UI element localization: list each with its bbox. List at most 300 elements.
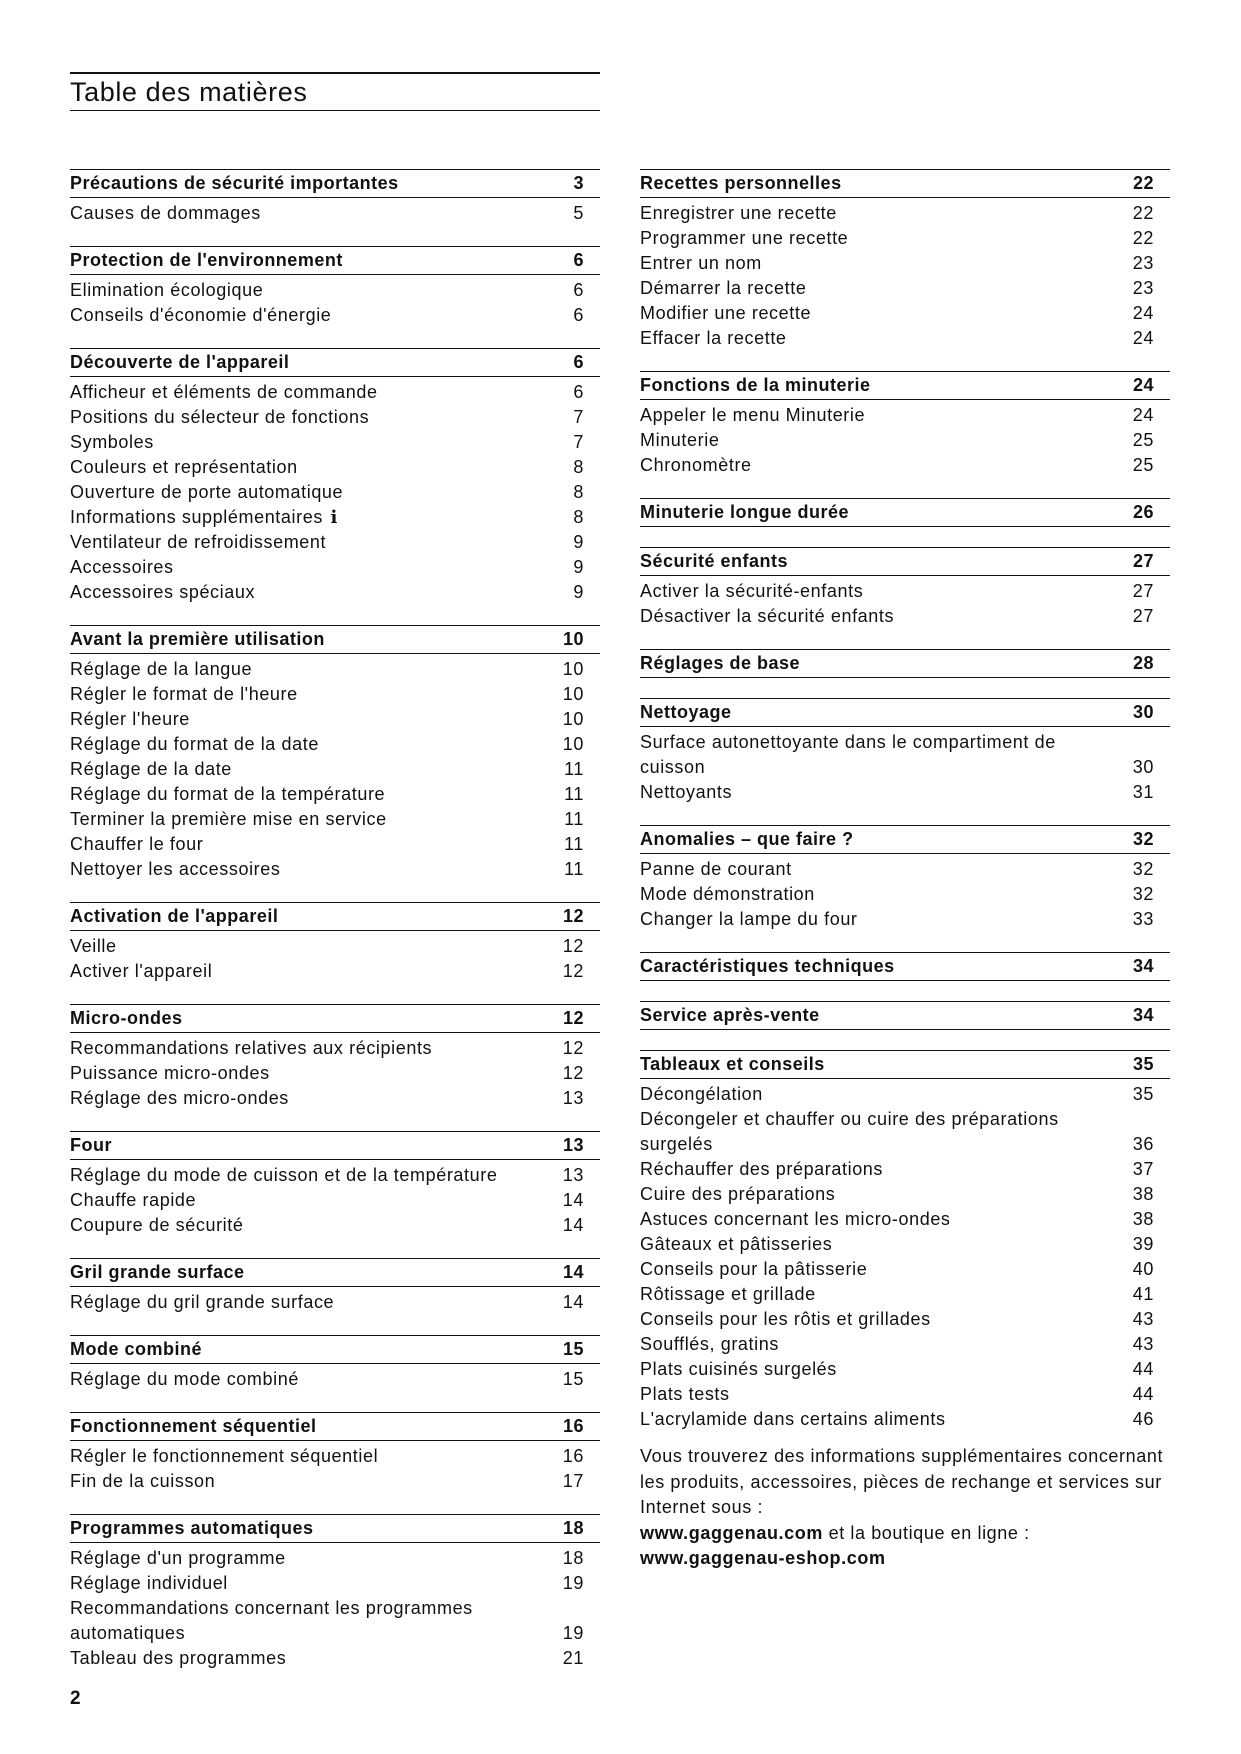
entry-page: 5 (573, 203, 584, 223)
toc-entry[interactable] (70, 1646, 600, 1671)
entry-page: 11 (564, 859, 584, 879)
section-entries (640, 198, 1170, 351)
entry-label-wrap (640, 1082, 763, 1107)
toc-section (70, 1258, 600, 1315)
section-heading[interactable] (640, 371, 1170, 400)
toc-entry[interactable] (70, 832, 600, 857)
toc-entry[interactable] (70, 934, 600, 959)
section-page: 6 (573, 250, 584, 270)
entry-label: Démarrer la recette (640, 278, 807, 298)
toc-entry[interactable] (640, 226, 1170, 251)
entry-label: Chauffe rapide (70, 1190, 197, 1210)
entry-label: Symboles (70, 432, 154, 452)
section-page: 3 (573, 173, 584, 193)
toc-entry[interactable] (640, 579, 1170, 604)
section-page: 13 (562, 1135, 584, 1155)
toc-entry[interactable] (640, 730, 1170, 780)
section-entries (70, 1160, 600, 1238)
section-heading[interactable] (640, 825, 1170, 854)
entry-label: Réglage de la langue (70, 659, 253, 679)
toc-entry[interactable] (70, 707, 600, 732)
entry-label: Réglage du mode combiné (70, 1369, 299, 1389)
section-title: Minuterie longue durée (640, 502, 850, 522)
entry-page: 35 (1132, 1084, 1154, 1104)
entry-label-wrap (70, 1367, 299, 1392)
toc-entry[interactable] (640, 326, 1170, 351)
entry-label-wrap (640, 1357, 837, 1382)
entry-page: 7 (573, 407, 584, 427)
entry-label: Activer la sécurité-enfants (640, 581, 864, 601)
section-entries (70, 198, 600, 226)
entry-label: Réglage des micro-ondes (70, 1088, 289, 1108)
toc-entry[interactable] (640, 1207, 1170, 1232)
entry-page: 37 (1132, 1159, 1154, 1179)
entry-label: Soufflés, gratins (640, 1334, 779, 1354)
entry-label-wrap (640, 1157, 883, 1182)
entry-page: 8 (573, 482, 584, 502)
entry-label-wrap (640, 907, 858, 932)
toc-entry[interactable] (70, 201, 600, 226)
toc-section (70, 348, 600, 605)
toc-entry[interactable] (70, 1036, 600, 1061)
entry-label: Recommandations concernant les programmes automatiques (70, 1598, 473, 1643)
entry-label-wrap (70, 380, 378, 405)
entry-label-wrap (70, 555, 174, 580)
section-page: 10 (562, 629, 584, 649)
entry-label: Informations supplémentaires (70, 507, 323, 527)
entry-page: 22 (1132, 203, 1154, 223)
entry-label: Chauffer le four (70, 834, 204, 854)
internet-info-paragraph (640, 1444, 1170, 1572)
entry-label: Réglage du gril grande surface (70, 1292, 335, 1312)
entry-label-wrap (70, 1646, 286, 1671)
section-heading[interactable] (70, 1258, 600, 1287)
toc-entry[interactable] (640, 1382, 1170, 1407)
toc-entry[interactable] (70, 682, 600, 707)
entry-label: Réglage d'un programme (70, 1548, 286, 1568)
entry-label: Nettoyer les accessoires (70, 859, 281, 879)
toc-section (640, 498, 1170, 527)
entry-page: 8 (573, 457, 584, 477)
section-page: 30 (1132, 702, 1154, 722)
section-title: Anomalies – que faire ? (640, 829, 854, 849)
entry-page: 14 (562, 1190, 584, 1210)
entry-label-wrap (70, 1036, 432, 1061)
section-heading[interactable] (70, 246, 600, 275)
entry-label: Effacer la recette (640, 328, 787, 348)
entry-label: Minuterie (640, 430, 720, 450)
entry-label: Puissance micro-ondes (70, 1063, 270, 1083)
section-entries (70, 275, 600, 328)
entry-label: Conseils pour la pâtisserie (640, 1259, 868, 1279)
toc-entry[interactable] (70, 657, 600, 682)
toc-entry[interactable] (640, 403, 1170, 428)
toc-entry[interactable] (640, 201, 1170, 226)
entry-page: 24 (1132, 405, 1154, 425)
section-title: Programmes automatiques (70, 1518, 314, 1538)
entry-page: 6 (573, 305, 584, 325)
toc-entry[interactable] (70, 732, 600, 757)
section-heading[interactable] (640, 498, 1170, 527)
toc-section (70, 902, 600, 984)
entry-page: 16 (562, 1446, 584, 1466)
section-heading[interactable] (70, 1131, 600, 1160)
entry-page: 17 (562, 1471, 584, 1491)
entry-page: 10 (562, 659, 584, 679)
entry-label-wrap (640, 1182, 835, 1207)
entry-label: Régler le fonctionnement séquentiel (70, 1446, 379, 1466)
entry-label-wrap (70, 303, 331, 328)
section-entries (640, 854, 1170, 932)
entry-page: 23 (1132, 278, 1154, 298)
toc-entry[interactable] (70, 580, 600, 605)
entry-label-wrap (70, 682, 298, 707)
entry-label-wrap (70, 1290, 334, 1315)
toc-section (640, 547, 1170, 629)
entry-label-wrap (70, 1163, 497, 1188)
toc-entry[interactable] (70, 530, 600, 555)
entry-label-wrap (70, 1469, 215, 1494)
entry-page: 25 (1132, 430, 1154, 450)
entry-label-wrap (70, 1061, 270, 1086)
toc-entry[interactable] (640, 453, 1170, 478)
section-page: 12 (562, 1008, 584, 1028)
toc-entry[interactable] (70, 782, 600, 807)
page-title: Table des matières (70, 77, 308, 107)
section-entries (640, 1079, 1170, 1432)
section-title: Fonctions de la minuterie (640, 375, 871, 395)
section-page: 28 (1132, 653, 1154, 673)
entry-label-wrap (70, 1213, 244, 1238)
toc-entry[interactable] (70, 1469, 600, 1494)
section-title: Sécurité enfants (640, 551, 789, 571)
entry-page: 18 (562, 1548, 584, 1568)
entry-label-wrap (640, 579, 863, 604)
gaggenau-link[interactable]: www.gaggenau.com (640, 1522, 823, 1543)
entry-label: Cuire des préparations (640, 1184, 836, 1204)
entry-label: Activer l'appareil (70, 961, 213, 981)
section-heading[interactable] (70, 1335, 600, 1364)
section-title: Avant la première utilisation (70, 629, 325, 649)
entry-label-wrap (70, 707, 190, 732)
section-page: 15 (562, 1339, 584, 1359)
entry-page: 40 (1132, 1259, 1154, 1279)
entry-label: Coupure de sécurité (70, 1215, 244, 1235)
entry-label: Gâteaux et pâtisseries (640, 1234, 833, 1254)
toc-entry[interactable] (640, 1082, 1170, 1107)
toc-entry[interactable] (640, 907, 1170, 932)
section-heading[interactable] (640, 1001, 1170, 1030)
entry-label-wrap (640, 1307, 931, 1332)
entry-label: Régler l'heure (70, 709, 190, 729)
toc-entry[interactable] (70, 807, 600, 832)
entry-label-wrap (640, 226, 848, 251)
entry-page: 11 (564, 809, 584, 829)
entry-label: Chronomètre (640, 455, 752, 475)
entry-label-wrap (640, 1382, 730, 1407)
section-entries (70, 654, 600, 882)
entry-label-wrap (70, 430, 154, 455)
entry-label-wrap (70, 1596, 550, 1646)
page-title-block (70, 72, 600, 111)
toc-entry[interactable] (640, 857, 1170, 882)
toc-entry[interactable] (70, 480, 600, 505)
entry-label: Programmer une recette (640, 228, 849, 248)
entry-label-wrap (70, 782, 385, 807)
entry-label: Réglage du format de la date (70, 734, 319, 754)
entry-label-wrap (640, 1107, 1120, 1157)
toc-entry[interactable] (70, 555, 600, 580)
toc-entry[interactable] (640, 1107, 1170, 1157)
entry-label-wrap (640, 1207, 951, 1232)
entry-label-wrap (70, 657, 252, 682)
entry-label: Couleurs et représentation (70, 457, 298, 477)
entry-page: 11 (564, 834, 584, 854)
toc-entry[interactable] (70, 1213, 600, 1238)
toc-entry[interactable] (640, 251, 1170, 276)
toc-section (640, 698, 1170, 805)
entry-label: Modifier une recette (640, 303, 812, 323)
section-title: Micro-ondes (70, 1008, 183, 1028)
toc-entry[interactable] (640, 1157, 1170, 1182)
toc-section (640, 649, 1170, 678)
toc-entry[interactable] (640, 1307, 1170, 1332)
section-entries (70, 1543, 600, 1671)
entry-page: 22 (1132, 228, 1154, 248)
entry-page: 12 (562, 1038, 584, 1058)
section-entries (70, 1287, 600, 1315)
entry-label: Régler le format de l'heure (70, 684, 298, 704)
section-page: 24 (1132, 375, 1154, 395)
toc-section (70, 1514, 600, 1671)
toc-entry[interactable] (640, 604, 1170, 629)
toc-section (70, 1004, 600, 1111)
section-title: Fonctionnement séquentiel (70, 1416, 317, 1436)
internet-info-text: Vous trouverez des informations supplémentaires concernant les produits, accessoires, pièces de rechange et services sur Internet sous : (640, 1446, 1164, 1517)
toc-entry[interactable] (70, 455, 600, 480)
section-entries (640, 400, 1170, 478)
entry-label-wrap (640, 201, 837, 226)
entry-label: Enregistrer une recette (640, 203, 837, 223)
entry-page: 43 (1132, 1309, 1154, 1329)
toc-entry[interactable] (70, 1086, 600, 1111)
section-heading[interactable] (640, 698, 1170, 727)
toc-entry[interactable] (70, 757, 600, 782)
entry-page: 30 (1132, 757, 1154, 777)
entry-label: Accessoires (70, 557, 174, 577)
entry-label-wrap (640, 326, 787, 351)
section-heading[interactable] (70, 902, 600, 931)
toc-entry[interactable] (70, 1061, 600, 1086)
section-heading[interactable] (70, 625, 600, 654)
entry-label: L'acrylamide dans certains aliments (640, 1409, 946, 1429)
entry-page: 11 (564, 784, 584, 804)
entry-label: Changer la lampe du four (640, 909, 858, 929)
entry-page: 38 (1132, 1209, 1154, 1229)
toc-entry[interactable] (640, 1332, 1170, 1357)
entry-page: 10 (562, 684, 584, 704)
section-page: 34 (1132, 956, 1154, 976)
section-page: 22 (1132, 173, 1154, 193)
toc-entry[interactable] (70, 405, 600, 430)
toc-entry[interactable] (70, 430, 600, 455)
section-title: Caractéristiques techniques (640, 956, 895, 976)
entry-label-wrap (640, 1407, 946, 1432)
toc-entry[interactable] (640, 1282, 1170, 1307)
entry-label: Décongélation (640, 1084, 763, 1104)
entry-label: Nettoyants (640, 782, 733, 802)
entry-label: Ventilateur de refroidissement (70, 532, 327, 552)
toc-entry[interactable] (70, 1290, 600, 1315)
section-heading[interactable] (640, 169, 1170, 198)
entry-label: Astuces concernant les micro-ondes (640, 1209, 951, 1229)
toc-entry[interactable] (70, 1163, 600, 1188)
section-heading[interactable] (70, 169, 600, 198)
section-heading[interactable] (640, 547, 1170, 576)
section-title: Service après-vente (640, 1005, 820, 1025)
entry-page: 12 (562, 1063, 584, 1083)
toc-entry[interactable] (70, 857, 600, 882)
toc-section (70, 1412, 600, 1494)
section-heading[interactable] (640, 952, 1170, 981)
entry-label-wrap (70, 959, 212, 984)
entry-page: 21 (562, 1648, 584, 1668)
entry-page: 8 (573, 507, 584, 527)
entry-page: 13 (562, 1088, 584, 1108)
entry-page: 9 (573, 582, 584, 602)
entry-label: Conseils pour les rôtis et grillades (640, 1309, 931, 1329)
toc-entry[interactable] (70, 1188, 600, 1213)
section-page: 12 (562, 906, 584, 926)
toc-entry[interactable] (640, 882, 1170, 907)
entry-page: 15 (562, 1369, 584, 1389)
entry-label-wrap (640, 301, 811, 326)
entry-label: Rôtissage et grillade (640, 1284, 816, 1304)
entry-page: 10 (562, 734, 584, 754)
entry-page: 25 (1132, 455, 1154, 475)
internet-info-middle: et la boutique en ligne : (828, 1522, 1030, 1543)
entry-label: Causes de dommages (70, 203, 261, 223)
section-title: Activation de l'appareil (70, 906, 279, 926)
entry-label-wrap (70, 1188, 196, 1213)
entry-page: 12 (562, 961, 584, 981)
entry-label: Conseils d'économie d'énergie (70, 305, 332, 325)
toc-entry[interactable] (70, 380, 600, 405)
entry-page: 31 (1132, 782, 1154, 802)
section-page: 16 (562, 1416, 584, 1436)
toc-entry[interactable] (70, 1444, 600, 1469)
toc-entry[interactable] (640, 276, 1170, 301)
entry-label-wrap (70, 757, 232, 782)
toc-entry[interactable] (640, 1257, 1170, 1282)
entry-label-wrap (70, 201, 261, 226)
section-heading[interactable] (640, 649, 1170, 678)
section-entries (640, 727, 1170, 805)
entry-page: 13 (562, 1165, 584, 1185)
toc-entry[interactable] (640, 428, 1170, 453)
entry-label-wrap (640, 730, 1120, 780)
entry-label-wrap (70, 480, 343, 505)
toc-entry[interactable] (640, 780, 1170, 805)
toc-section (640, 952, 1170, 981)
toc-entry[interactable] (70, 1596, 600, 1646)
gaggenau-eshop-link[interactable]: www.gaggenau-eshop.com (640, 1548, 886, 1568)
section-heading[interactable] (640, 1050, 1170, 1079)
section-heading[interactable] (70, 1514, 600, 1543)
section-heading[interactable] (70, 348, 600, 377)
section-title: Four (70, 1135, 112, 1155)
entry-page: 39 (1132, 1234, 1154, 1254)
section-page: 18 (562, 1518, 584, 1538)
entry-label: Positions du sélecteur de fonctions (70, 407, 370, 427)
entry-label: Surface autonettoyante dans le compartiment de cuisson (640, 732, 1056, 777)
entry-label-wrap (640, 1232, 832, 1257)
toc-entry[interactable] (70, 505, 600, 530)
toc-entry[interactable] (70, 1546, 600, 1571)
entry-page: 43 (1132, 1334, 1154, 1354)
toc-section (640, 1050, 1170, 1432)
toc-entry[interactable] (640, 1407, 1170, 1432)
entry-label: Appeler le menu Minuterie (640, 405, 866, 425)
toc-section (640, 825, 1170, 932)
toc-entry[interactable] (70, 959, 600, 984)
toc-left-column (70, 169, 600, 1691)
entry-page: 9 (573, 532, 584, 552)
toc-section (70, 169, 600, 226)
entry-label: Réglage du mode de cuisson et de la température (70, 1165, 498, 1185)
entry-label: Panne de courant (640, 859, 792, 879)
toc-entry[interactable] (640, 1357, 1170, 1382)
entry-page: 24 (1132, 328, 1154, 348)
entry-label-wrap (70, 732, 319, 757)
entry-page: 14 (562, 1292, 584, 1312)
toc-entry[interactable] (640, 1232, 1170, 1257)
section-page: 6 (573, 352, 584, 372)
toc-right-sections (640, 169, 1170, 1432)
entry-page: 33 (1132, 909, 1154, 929)
entry-label: Fin de la cuisson (70, 1471, 216, 1491)
entry-page: 11 (564, 759, 584, 779)
toc-entry[interactable] (70, 1571, 600, 1596)
section-entries (70, 1364, 600, 1392)
entry-page: 46 (1132, 1409, 1154, 1429)
entry-label: Recommandations relatives aux récipients (70, 1038, 433, 1058)
toc-entry[interactable] (640, 301, 1170, 326)
entry-label: Afficheur et éléments de commande (70, 382, 378, 402)
entry-label-wrap (640, 428, 719, 453)
entry-label-wrap (70, 580, 255, 605)
entry-page: 9 (573, 557, 584, 577)
toc-section (70, 1131, 600, 1238)
section-heading[interactable] (70, 1004, 600, 1033)
section-page: 26 (1132, 502, 1154, 522)
toc-entry[interactable] (640, 1182, 1170, 1207)
section-title: Mode combiné (70, 1339, 203, 1359)
toc-entry[interactable] (70, 278, 600, 303)
entry-page: 19 (562, 1623, 584, 1643)
entry-page: 12 (562, 936, 584, 956)
toc-entry[interactable] (70, 1367, 600, 1392)
section-entries (70, 1441, 600, 1494)
entry-label: Réchauffer des préparations (640, 1159, 884, 1179)
entry-page: 41 (1132, 1284, 1154, 1304)
toc-entry[interactable] (70, 303, 600, 328)
section-title: Précautions de sécurité importantes (70, 173, 399, 193)
entry-label-wrap (70, 505, 338, 530)
entry-page: 27 (1132, 606, 1154, 626)
section-heading[interactable] (70, 1412, 600, 1441)
entry-label-wrap (640, 1332, 779, 1357)
